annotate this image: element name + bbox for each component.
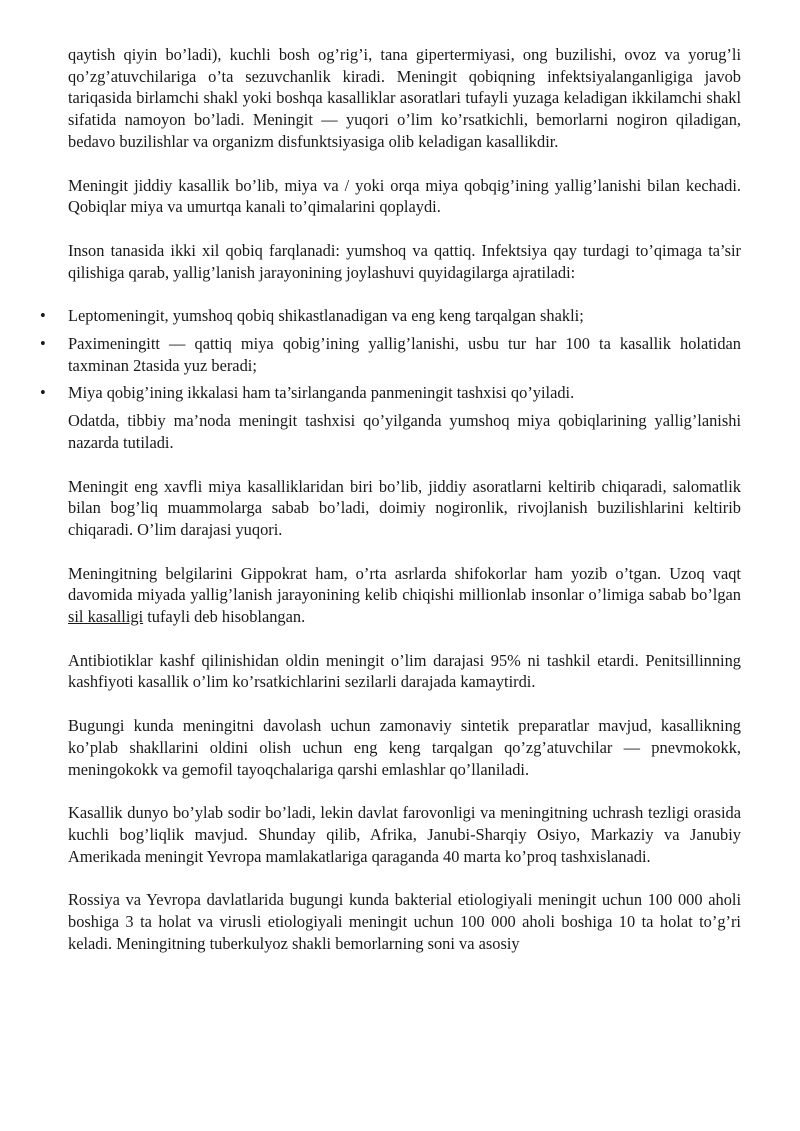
- document-page: [68, 44, 741, 955]
- paragraph: Meningit jiddiy kasallik bo’lib, miya va / yoki orqa miya qobqig’ining yallig’lanishi bilan kechadi. Qobiqlar miya va umurtqa kanali to’qimalarini qoplaydi.: [68, 175, 741, 217]
- paragraph: Rossiya va Yevropa davlatlarida bugungi kunda bakterial etiologiyali meningit uchun 100 000 aholi boshiga 3 ta holat va virusli etiologiyali meningit uchun 100 000 aholi boshiga 10 ta holat to’g’ri keladi. Meningitning tuberkulyoz shakli bemorlarning soni va asosiy: [68, 890, 741, 953]
- paragraph: [68, 563, 741, 628]
- paragraph: Kasallik dunyo bo’ylab sodir bo’ladi, lekin davlat farovonligi va meningitning uchrash tezligi orasida kuchli bog’liqlik mavjud. Shunday qilib, Afrika, Janubi-Sharqiy Osiyo, Markaziy va Janubiy Amerikada meningit Yevropa mamlakatlariga qaraganda 40 marta ko’proq tashxislanadi.: [68, 803, 741, 866]
- bullet-list: [68, 305, 741, 404]
- paragraph: Bugungi kunda meningitni davolash uchun zamonaviy sintetik preparatlar mavjud, kasallikning ko’plab shakllarini oldini olish uchun eng keng tarqalgan qo’zg’atuvchilar — pnevmokokk, meningokokk va gemofil tayoqchalariga qarshi emlashlar qo’llaniladi.: [68, 716, 741, 779]
- paragraph: Odatda, tibbiy ma’noda meningit tashxisi qo’yilganda yumshoq miya qobiqlarining yallig’lanishi nazarda tutiladi.: [68, 411, 741, 452]
- paragraph: Antibiotiklar kashf qilinishidan oldin meningit o’lim darajasi 95% ni tashkil etardi. Penitsillinning kashfiyoti kasallik o’lim ko’rsatkichlarini sezilarli darajada kamaytirdi.: [68, 650, 741, 692]
- paragraph: Inson tanasida ikki xil qobiq farqlanadi: yumshoq va qattiq. Infektsiya qay turdagi to’qimaga ta’sir qilishiga qarab, yallig’lanish jarayonining joylashuvi quyidagilarga ajratiladi:: [68, 240, 741, 282]
- list-item: • Miya qobig’ining ikkalasi ham ta’sirlanganda panmeningit tashxisi qo’yiladi.: [68, 382, 741, 404]
- paragraph: Meningit eng xavfli miya kasalliklaridan biri bo’lib, jiddiy asoratlarni keltirib chiqaradi, salomatlik bilan bog’liq muammolarga sabab bo’ladi, doimiy nogironlik, rivojlanish buzilishlarini keltirib chiqaradi. O’lim darajasi yuqori.: [68, 476, 741, 539]
- paragraph-text: Meningitning belgilarini Gippokrat ham, o’rta asrlarda shifokorlar ham yozib o’tgan. Uzoq vaqt davomida miyada yallig’lanish jarayonining kelib chiqishi millionlab insonlar o’limiga sabab bo’lgan: [68, 563, 741, 605]
- list-item: • Paximeningitt — qattiq miya qobig’ining yallig’lanishi, usbu tur har 100 ta kasallik holatidan taxminan 2tasida yuz beradi;: [68, 333, 741, 376]
- list-item: • Leptomeningit, yumshoq qobiq shikastlanadigan va eng keng tarqalgan shakli;: [68, 305, 741, 327]
- paragraph-text: tufayli deb hisoblangan.: [143, 607, 306, 627]
- tuberculosis-link[interactable]: sil kasalligi: [68, 607, 144, 627]
- paragraph: qaytish qiyin bo’ladi), kuchli bosh og’rig’i, tana gipertermiyasi, ong buzilishi, ovoz va yorug’li qo’zg’atuvchilariga o’ta sezuvchanlik kiradi. Meningit qobiqning infektsiyalanganligiga javob tariqasida birlamchi shakl yoki boshqa kasalliklar asoratlari tufayli yuzaga keladigan ikkilamchi shakl sifatida namoyon bo’ladi. Meningit — yuqori o’lim ko’rsatkichli, bemorlarni nogiron qiladigan, bedavo buzilishlar va organizm disfunktsiyasiga olib keladigan kasallikdir.: [68, 45, 741, 151]
